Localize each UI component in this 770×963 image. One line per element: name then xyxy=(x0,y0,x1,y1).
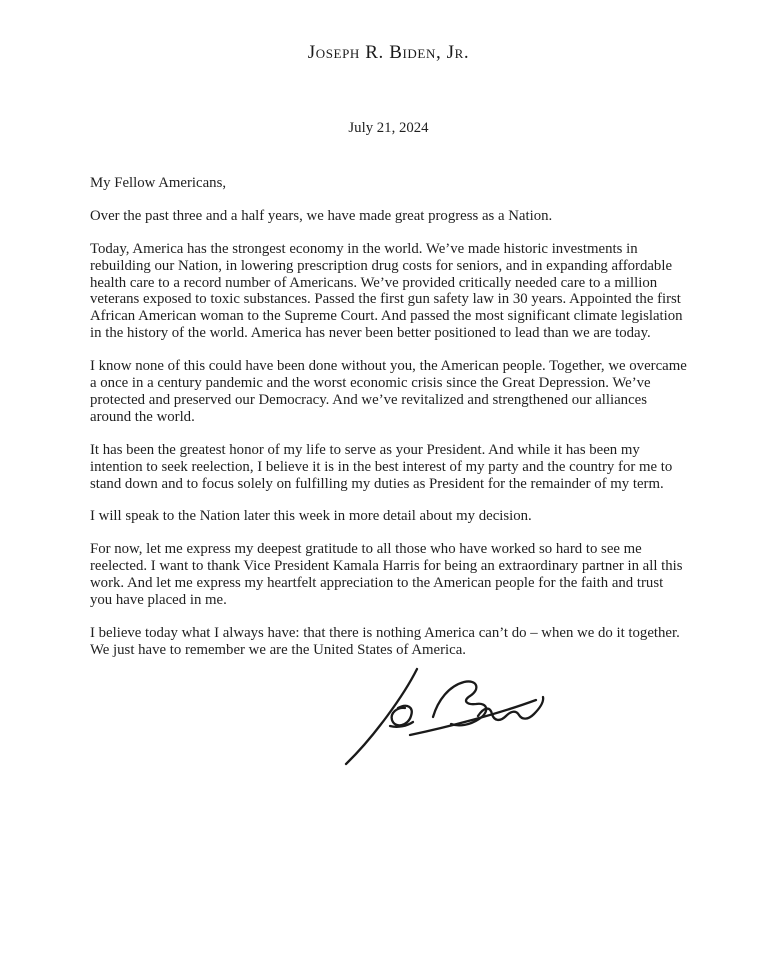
signature-ink-icon xyxy=(338,663,590,771)
paragraph-closing: I believe today what I always have: that there is nothing America can’t do – when we do it together. We just have to remember we are the United States of America. xyxy=(90,625,680,658)
paragraph-stand-down: It has been the greatest honor of my life to serve as your President. And while it has been my intention to seek reelection, I believe it is in the best interest of my party and the country for me to stand down and to focus solely on fulfilling my duties as President for the remainder of my term. xyxy=(90,441,673,492)
paragraph-gratitude: For now, let me express my deepest gratitude to all those who have worked so hard to see me reelected. I want to thank Vice President Kamala Harris for being an extraordinary partner in all this work. And let me express my heartfelt appreciation to the American people for the faith and trust you have placed in me. xyxy=(90,541,683,609)
paragraph-progress: Over the past three and a half years, we have made great progress as a Nation. xyxy=(90,207,553,224)
letter-date: July 21, 2024 xyxy=(348,120,429,136)
letterhead-name: Joseph R. Biden, Jr. xyxy=(307,42,470,63)
paragraph-american-people: I know none of this could have been done without you, the American people. Together, we overcame a once in a century pandemic and the worst economic crisis since the Great Depression. We’ve protected and preserved our Democracy. And we’ve revitalized and strengthened our alliances around the world. xyxy=(90,358,687,425)
letter-content xyxy=(90,42,687,771)
signature-joe-biden xyxy=(338,663,590,771)
paragraph-speak-to-nation: I will speak to the Nation later this week in more detail about my decision. xyxy=(90,508,532,525)
paragraph-accomplishments: Today, America has the strongest economy in the world. We’ve made historic investments in rebuilding our Nation, in lowering prescription drug costs for seniors, and in expanding affordable health care to a record number of Americans. We’ve provided critically needed care to a million veterans exposed to toxic substances. Passed the first gun safety law in 30 years. Appointed the first African American woman to the Supreme Court. And passed the most significant climate legislation in the history of the world. America has never been better positioned to lead than we are today. xyxy=(90,240,683,342)
salutation: My Fellow Americans, xyxy=(90,175,227,191)
